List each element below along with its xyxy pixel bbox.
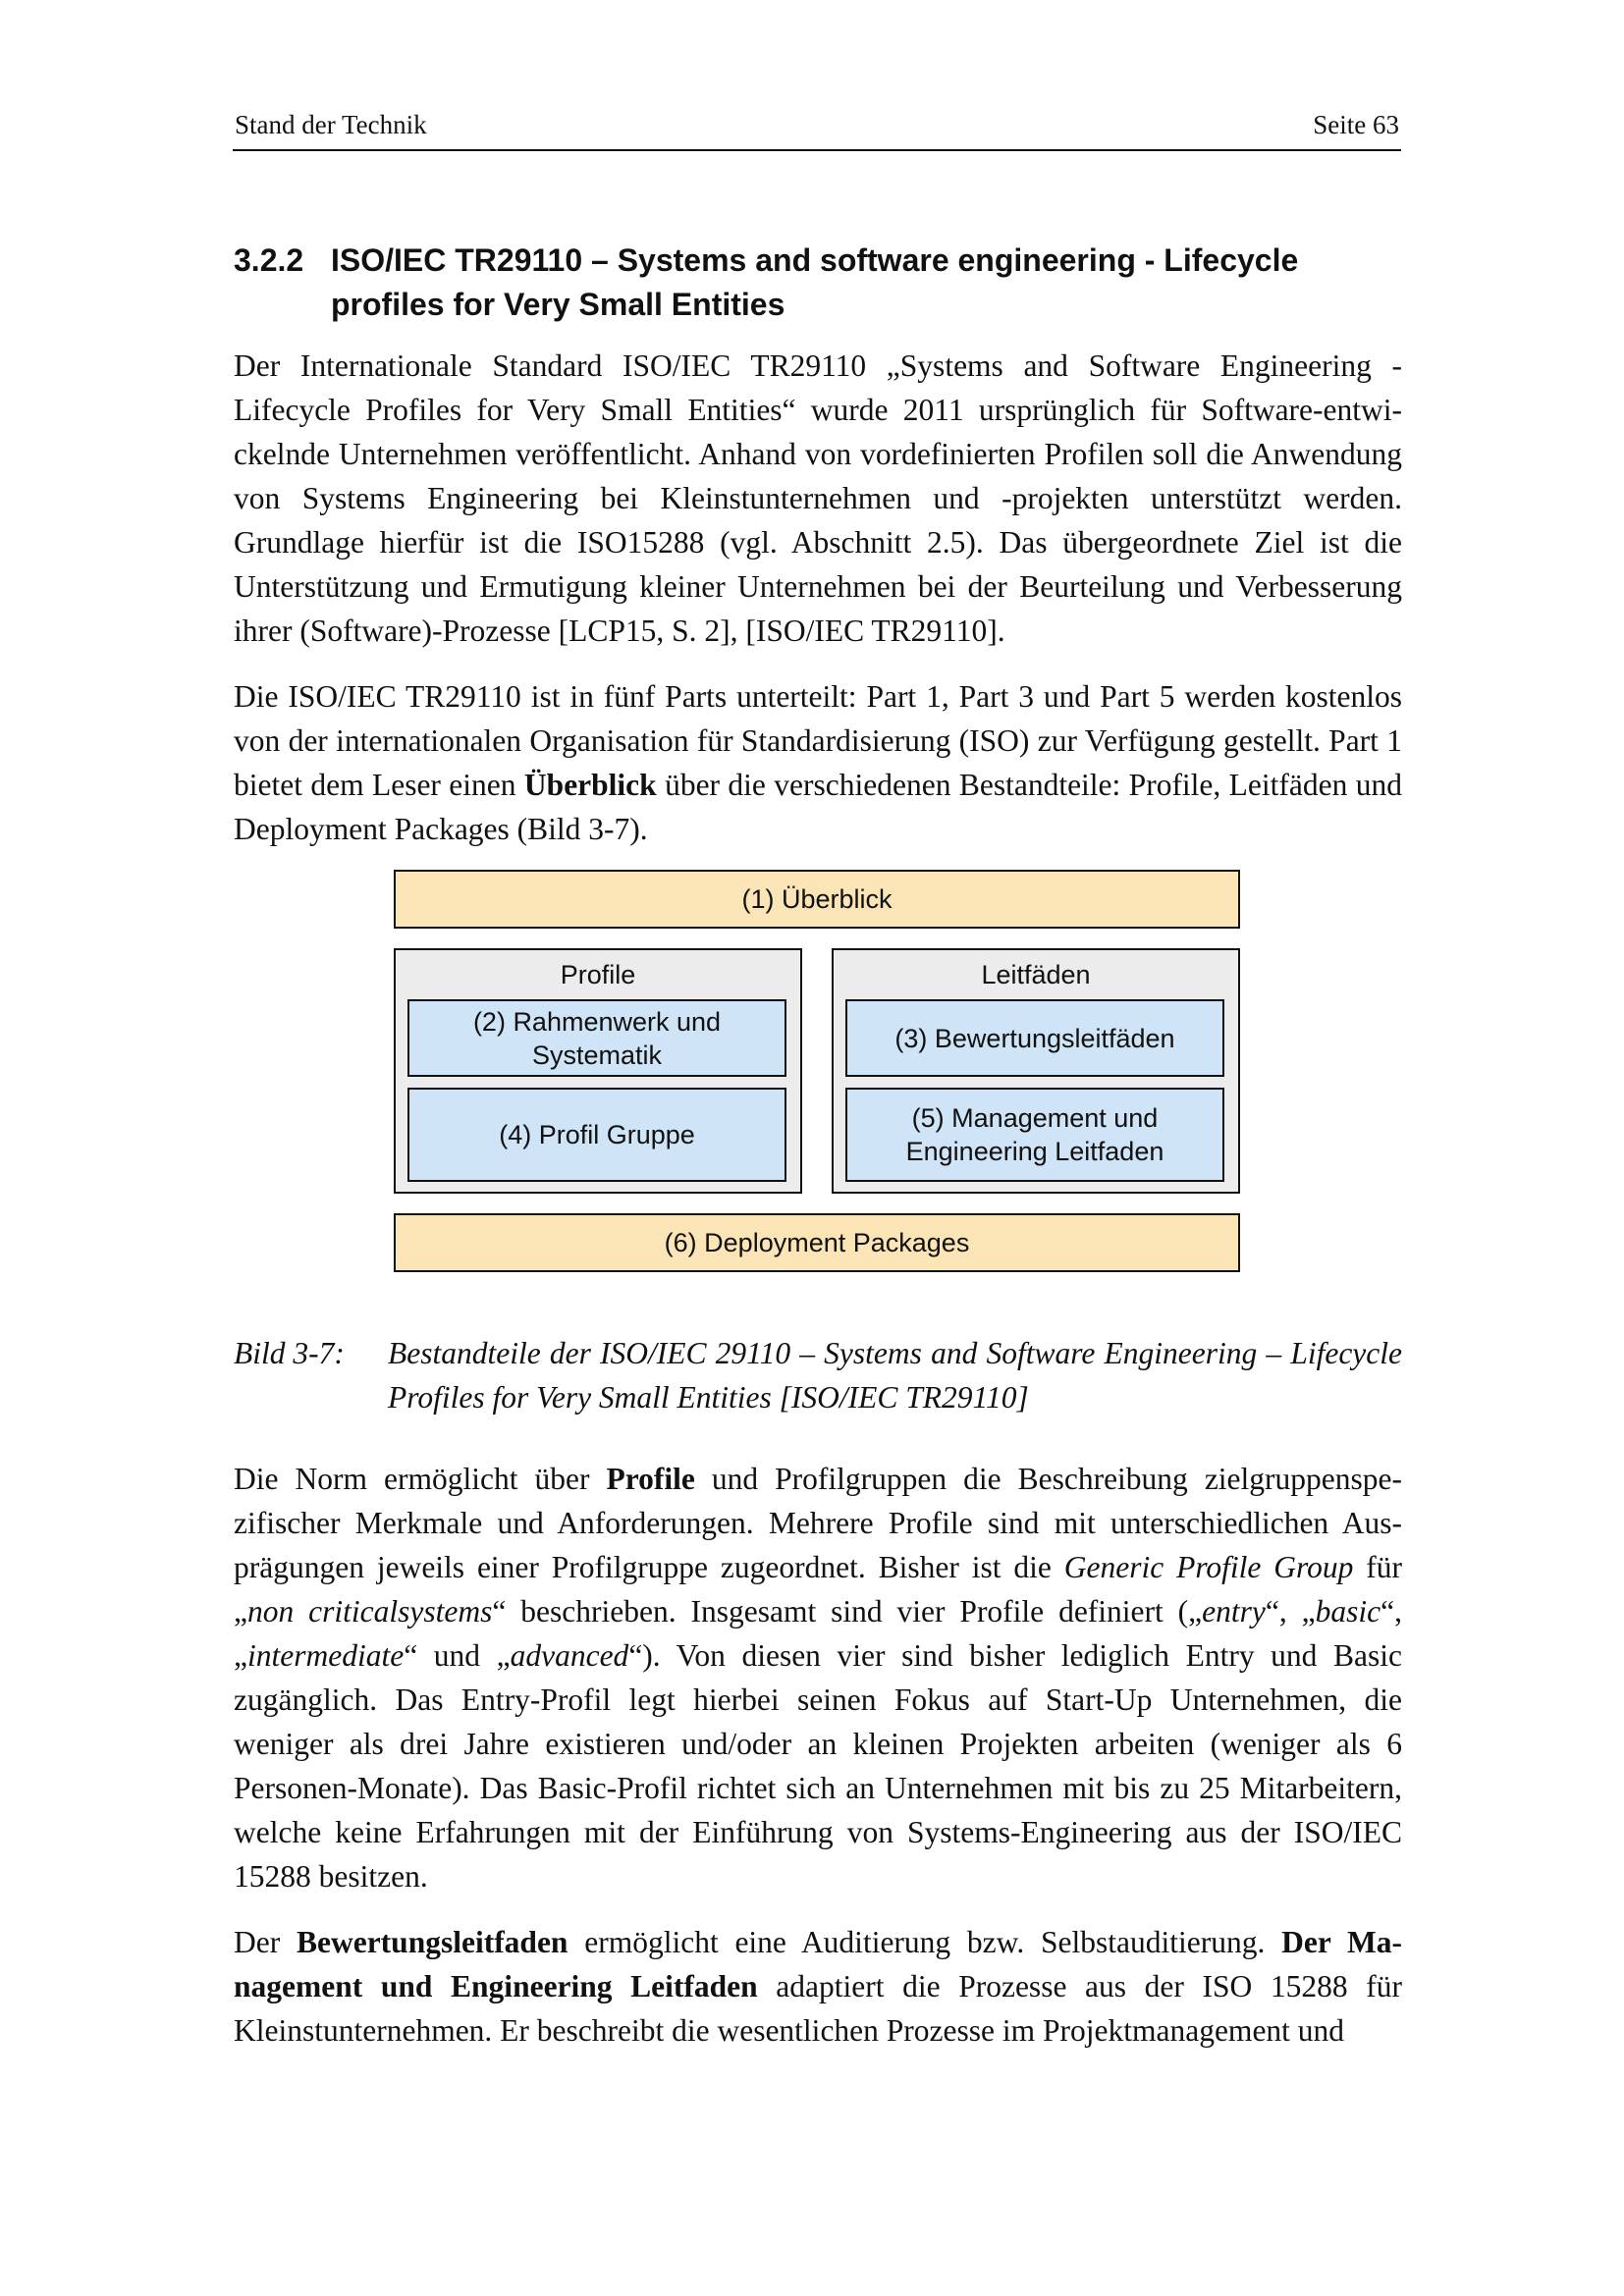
profile-group-title: Profile <box>560 960 636 989</box>
framework-box: (2) Rahmenwerk und Systematik <box>407 999 786 1077</box>
emphasis-management-guide: Der Management und Engineering Leitfaden <box>234 1925 1402 2003</box>
page-header <box>233 108 1401 151</box>
overview-box: (1) Überblick <box>394 870 1240 929</box>
section-number: 3.2.2 <box>234 242 304 278</box>
management-guide-box: (5) Management und Engineering Leitfaden <box>845 1088 1224 1182</box>
assessment-guide-box: (3) Bewertungsleitfäden <box>845 999 1224 1077</box>
emphasis-profile: Profile <box>606 1462 695 1496</box>
deployment-packages-box: (6) Deployment Packages <box>394 1213 1240 1272</box>
page-number: Seite 63 <box>1313 110 1399 139</box>
components-diagram <box>394 870 1240 1272</box>
emphasis-assessment-guide: Bewertungsleitfaden <box>296 1925 568 1959</box>
profile-group-item-box: (4) Profil Gruppe <box>407 1088 786 1182</box>
paragraph-2: Die ISO/IEC TR29110 ist in fünf Parts unterteilt: Part 1, Part 3 und Part 5 werden kostenlos von der internationalen Organisation für Standardisierung (ISO) zur Verfügung gestellt. Part 1 bietet dem Leser einen Überblick über die verschiedenen Bestandteile: Profile, Leitfäden und Deployment Packages (Bild 3-7). <box>234 679 1402 846</box>
running-head: Stand der Technik <box>235 110 427 139</box>
guides-group-title: Leitfäden <box>981 960 1091 989</box>
paragraph-3: Die Norm ermöglicht über Profile und Profilgruppen die Beschreibung zielgruppenspezifischer Merkmale und Anforderungen. Mehrere Profile sind mit unterschiedlichen Ausprägungen jeweils einer Profilgruppe zugeordnet. Bisher ist die Generic Profile Group für „non criticalsystems“ beschrieben. Insgesamt sind vier Profile definiert („entry“, „basic“, „intermediate“ und „advanced“). Von diesen vier sind bisher lediglich Entry und Basic zugänglich. Das Entry-Profil legt hierbei seinen Fokus auf Start-Up Unternehmen, die weniger als drei Jahre existieren und/oder an kleinen Projekten arbeiten (weniger als 6 Personen-Monate). Das Basic-Profil richtet sich an Unternehmen mit bis zu 25 Mitarbeitern, welche keine Erfahrungen mit der Einführung von Systems-Engineering aus der ISO/IEC 15288 besitzen. <box>234 1462 1403 1894</box>
paragraph-4: Der Bewertungsleitfaden ermöglicht eine Auditierung bzw. Selbstauditierung. Der Management und Engineering Leitfaden adaptiert die Prozesse aus der ISO 15288 für Kleinstunternehmen. Er beschreibt die wesentlichen Prozesse im Projektmanagement und <box>234 1925 1402 2048</box>
section-title: ISO/IEC TR29110 – Systems and software engineering - Lifecycle profiles for Very Small Entities <box>331 242 1299 322</box>
figure-label: Bild 3-7: <box>234 1336 345 1370</box>
paragraph-1: Der Internationale Standard ISO/IEC TR29110 „Systems and Software Engineering - Lifecycle Profiles for Very Small Entities“ wurde 2011 ursprünglich für Software-entwickelnde Unternehmen veröffentlicht. Anhand von vordefinierten Profilen soll die Anwendung von Systems Engineering bei Kleinstunternehmen und -projekten unterstützt werden. Grundlage hierfür ist die ISO15288 (vgl. Abschnitt 2.5). Das übergeordnete Ziel ist die Unterstützung und Ermutigung kleiner Unternehmen bei der Beurteilung und Verbesserung ihrer (Software)-Prozesse [LCP15, S. 2], [ISO/IEC TR29110]. <box>234 348 1402 648</box>
profile-group-box <box>394 948 802 1194</box>
emphasis-overview: Überblick <box>523 768 657 802</box>
figure-caption-text: Bestandteile der ISO/IEC 29110 – Systems and Software Engineering – Lifecycle Profiles for Very Small Entities [ISO/IEC TR29110] <box>388 1336 1402 1415</box>
guides-group-box <box>832 948 1240 1194</box>
